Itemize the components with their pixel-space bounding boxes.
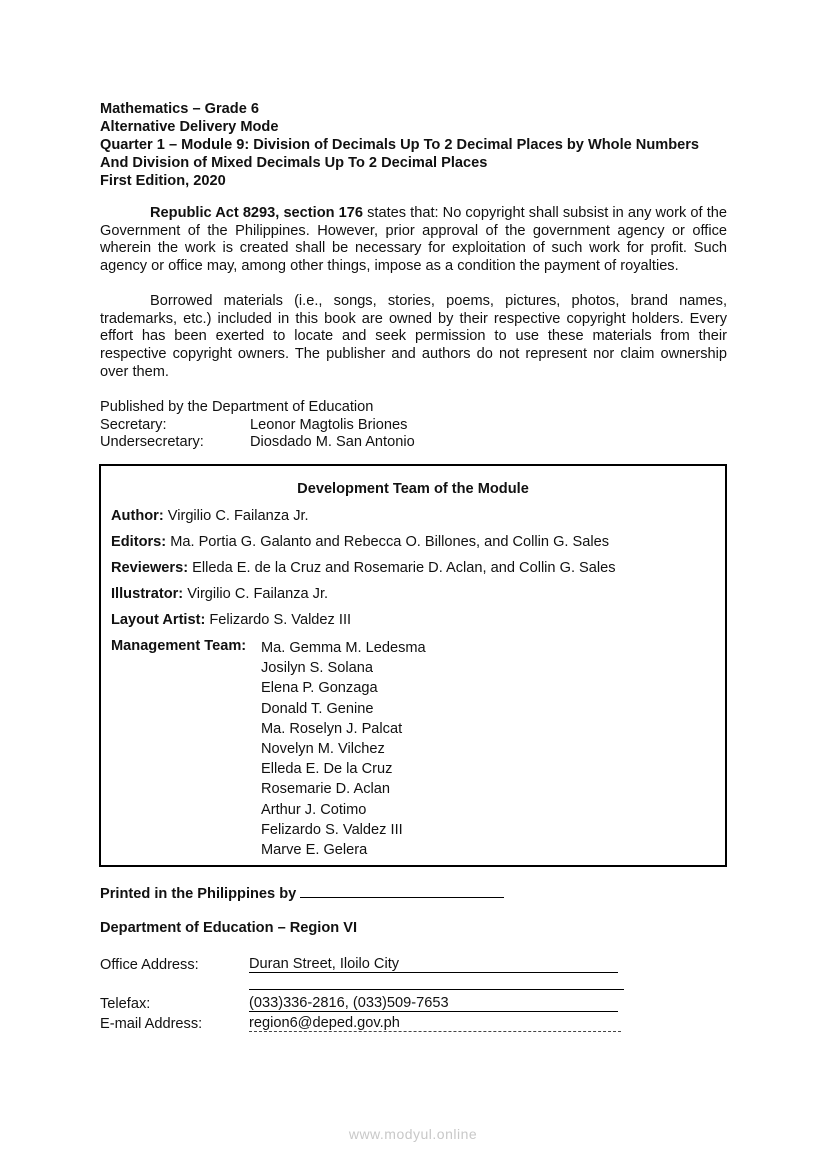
management-label: Management Team: <box>111 638 247 654</box>
management-team <box>111 638 426 860</box>
secretary-name: Leonor Magtolis Briones <box>250 416 408 433</box>
editors-line <box>111 534 609 550</box>
office-address-value: Duran Street, Iloilo City <box>249 957 618 973</box>
management-member: Elena P. Gonzaga <box>261 680 378 697</box>
subject-grade: Mathematics – Grade 6 <box>100 101 259 117</box>
author-line <box>111 508 309 524</box>
management-member: Ma. Roselyn J. Palcat <box>261 720 403 737</box>
undersecretary-name: Diosdado M. San Antonio <box>250 434 415 451</box>
secretary-row <box>100 417 415 435</box>
borrowed-materials-paragraph <box>100 293 727 382</box>
document-page <box>100 100 727 451</box>
email-label: E-mail Address: <box>100 1016 203 1032</box>
undersecretary-label: Undersecretary: <box>100 434 204 451</box>
telefax-row <box>100 996 618 1012</box>
email-row <box>100 1016 621 1032</box>
undersecretary-row <box>100 434 415 452</box>
edition: First Edition, 2020 <box>100 173 226 189</box>
reviewers-label: Reviewers: <box>111 560 189 576</box>
office-address-label: Office Address: <box>100 957 199 973</box>
illustrator-line <box>111 586 328 602</box>
editors-label: Editors: <box>111 534 167 550</box>
author-name: Virgilio C. Failanza Jr. <box>163 508 309 524</box>
illustrator-label: Illustrator: <box>111 586 184 602</box>
secretary-label: Secretary: <box>100 416 167 433</box>
author-label: Author: <box>111 508 164 524</box>
module-title-line1: Quarter 1 – Module 9: Division of Decimals Up To 2 Decimal Places by Whole Numbers <box>100 137 700 153</box>
management-member: Marve E. Gelera <box>261 842 368 859</box>
law-reference: Republic Act 8293, section 176 <box>150 205 363 221</box>
editors-names: Ma. Portia G. Galanto and Rebecca O. Billones, and Collin G. Sales <box>166 534 610 550</box>
team-title: Development Team of the Module <box>297 481 529 497</box>
copyright-paragraph <box>100 205 727 276</box>
printed-by-line <box>100 885 504 902</box>
management-member: Novelyn M. Vilchez <box>261 741 385 758</box>
borrowed-text: Borrowed materials (i.e., songs, stories, poems, pictures, photos, brand names, trademarks, etc.) included in this book are owned by their respective copyright holders. Every effort has been exerted to locate and seek permission to use these materials from their respective copyright owners. The publisher and authors do not represent nor claim ownership over them. <box>100 293 727 380</box>
reviewers-names: Elleda E. de la Cruz and Rosemarie D. Aclan, and Collin G. Sales <box>188 560 616 576</box>
module-title-line2: And Division of Mixed Decimals Up To 2 Decimal Places <box>100 155 488 171</box>
management-member: Felizardo S. Valdez III <box>261 821 403 838</box>
office-address-row <box>100 957 618 973</box>
email-value: region6@deped.gov.ph <box>249 1016 621 1032</box>
management-list <box>261 638 426 860</box>
region-heading: Department of Education – Region VI <box>100 920 358 936</box>
publisher-info <box>100 399 415 452</box>
published-by: Published by the Department of Education <box>100 399 374 415</box>
layout-artist-name: Felizardo S. Valdez III <box>205 612 352 628</box>
management-member: Donald T. Genine <box>261 700 374 717</box>
management-member: Arthur J. Cotimo <box>261 801 367 818</box>
layout-artist-label: Layout Artist: <box>111 612 206 628</box>
illustrator-name: Virgilio C. Failanza Jr. <box>183 586 329 602</box>
reviewers-line <box>111 560 616 576</box>
layout-artist-line <box>111 612 351 628</box>
management-member: Rosemarie D. Aclan <box>261 781 390 798</box>
development-team-box <box>99 464 727 867</box>
management-member: Ma. Gemma M. Ledesma <box>261 640 426 656</box>
telefax-label: Telefax: <box>100 996 151 1012</box>
printed-by-label: Printed in the Philippines by <box>100 886 297 902</box>
telefax-value: (033)336-2816, (033)509-7653 <box>249 996 618 1012</box>
delivery-mode: Alternative Delivery Mode <box>100 119 279 135</box>
module-title-block <box>100 100 727 190</box>
printer-blank-line <box>300 885 504 898</box>
management-member: Elleda E. De la Cruz <box>261 761 393 778</box>
watermark: www.modyul.online <box>348 1126 478 1142</box>
law-text: states that: No copyright shall subsist in any work of the Government of the Philippines. However, prior approval of the government agency or office wherein the work is created shall be necessary for exploitation of such work for profit. Such agency or office may, among other things, impose as a condition the payment of royalties. <box>100 205 727 275</box>
address-blank-line <box>249 989 624 990</box>
management-member: Josilyn S. Solana <box>261 660 373 677</box>
